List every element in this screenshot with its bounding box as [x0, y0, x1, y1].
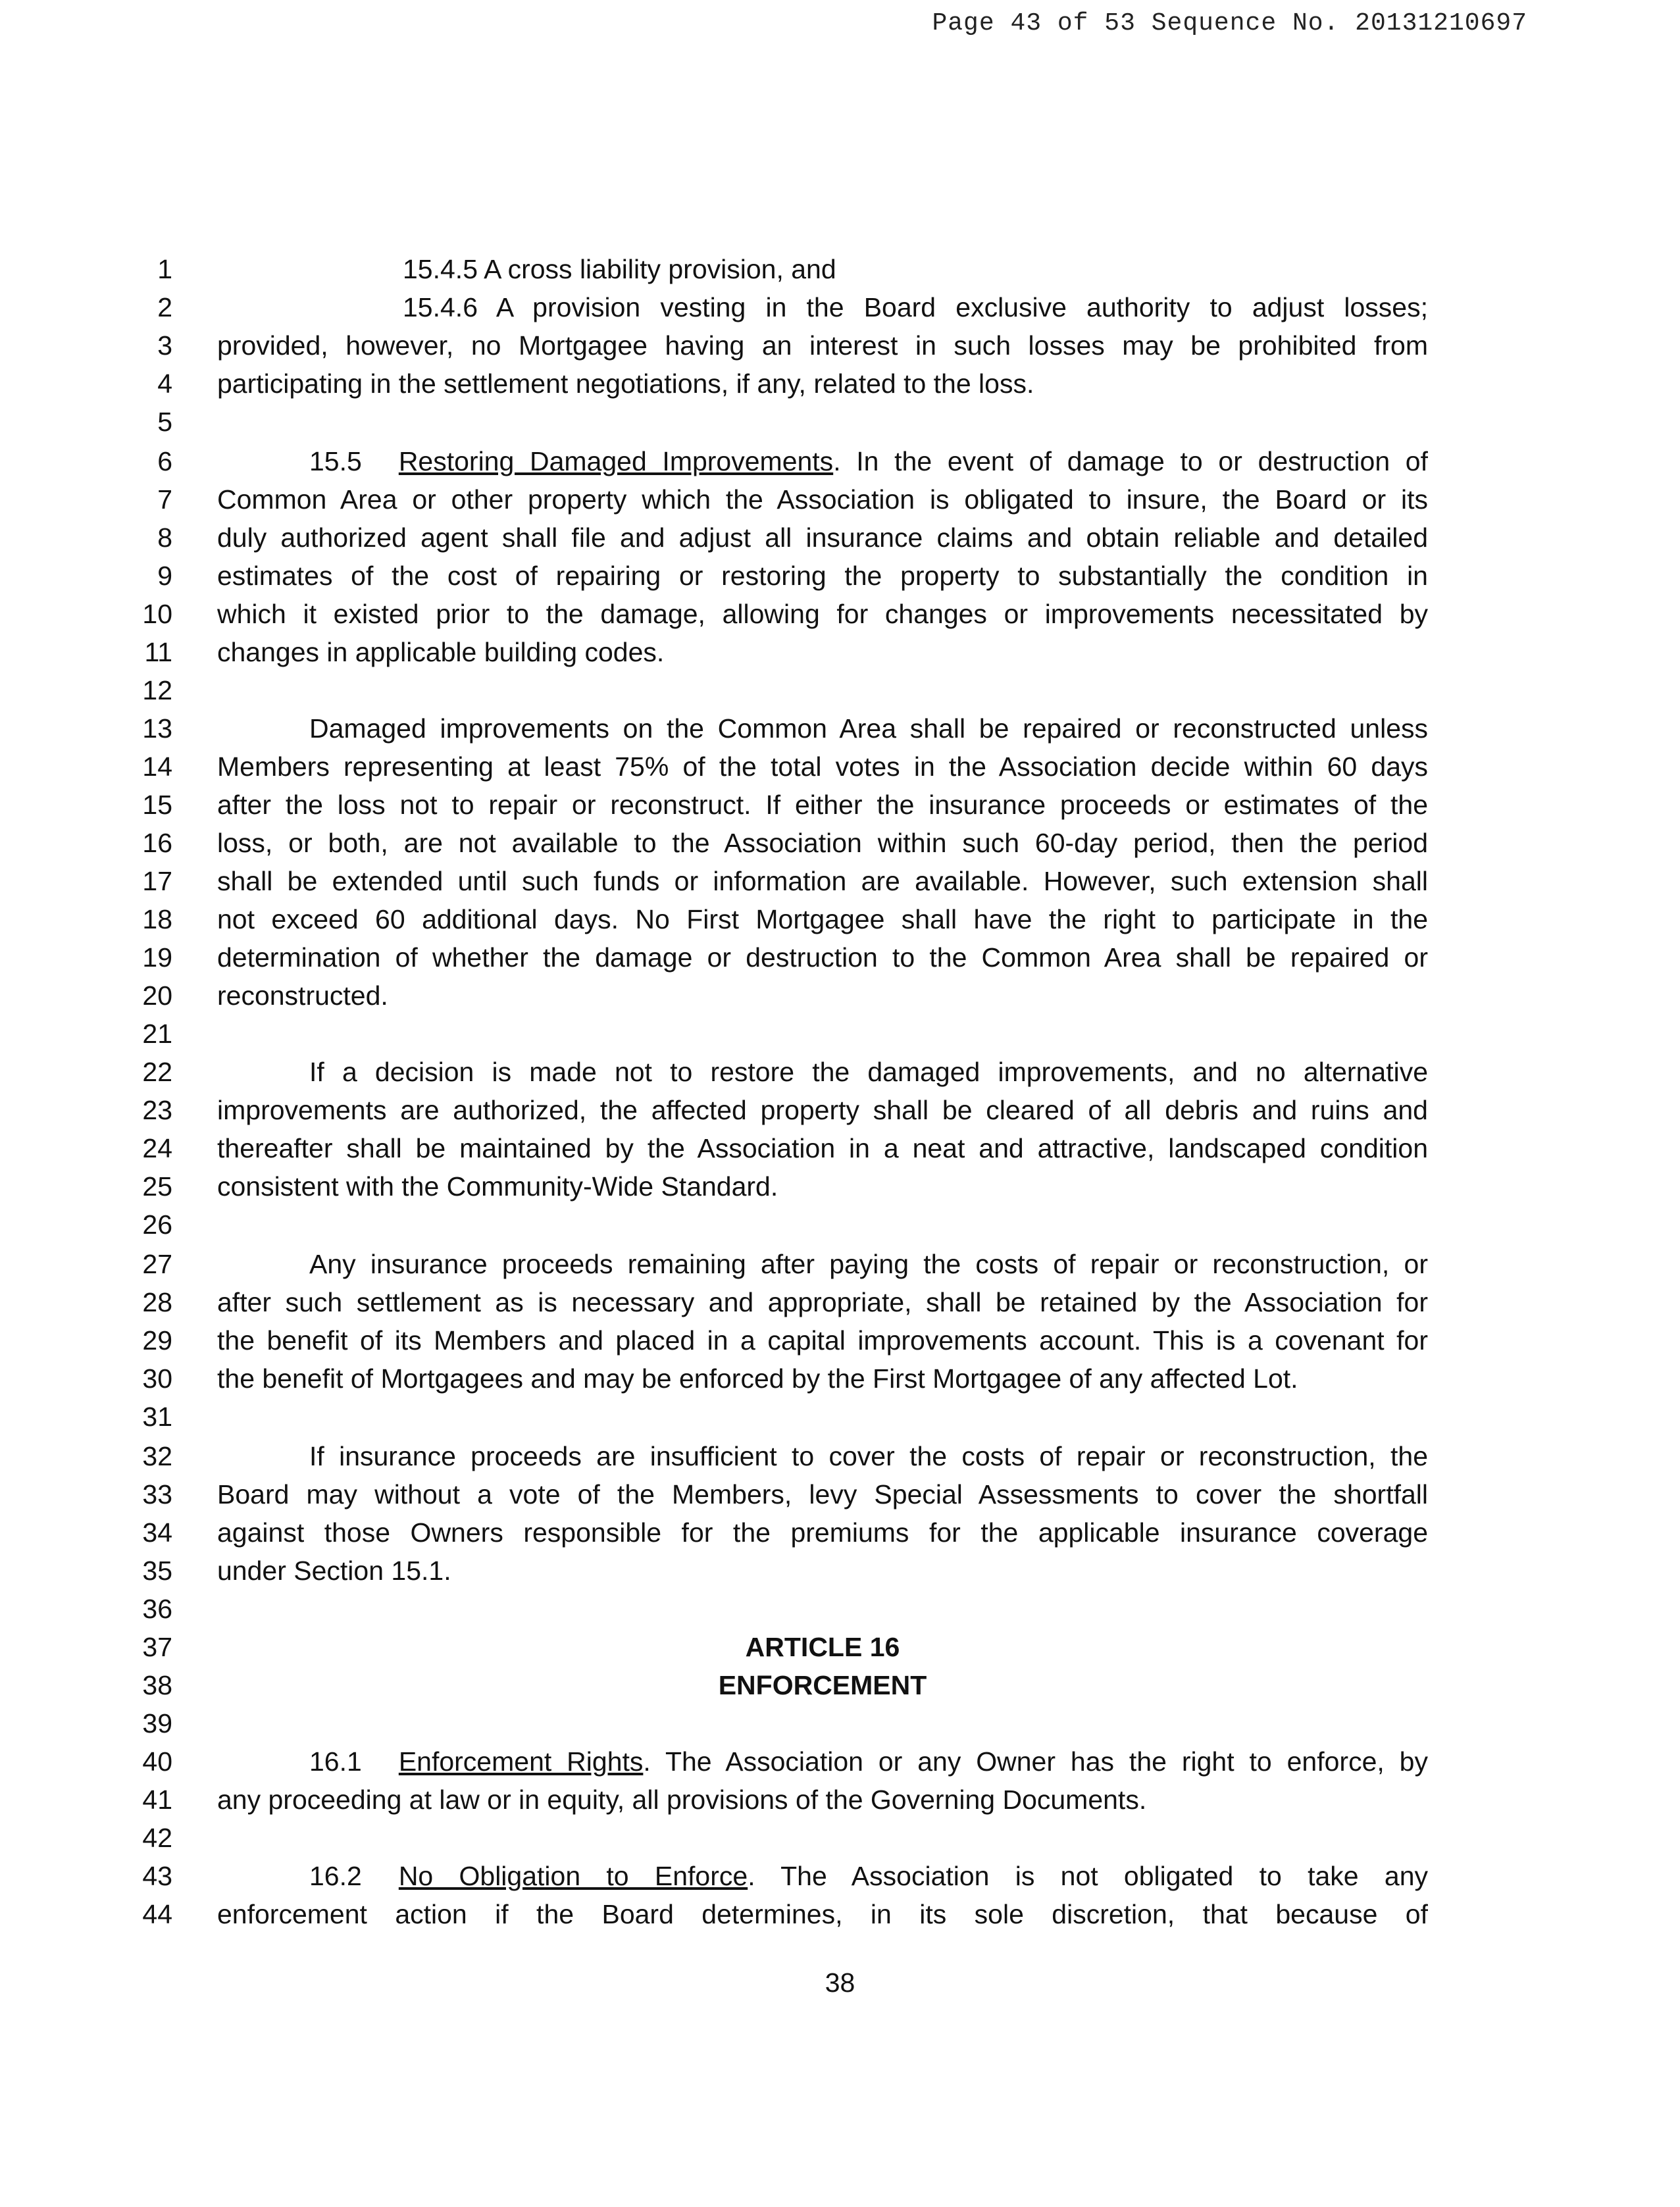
- line-number: 26: [142, 1209, 172, 1240]
- section-number: 16.2: [309, 1861, 362, 1891]
- line-text: provided, however, no Mortgagee having an interest in such losses may be prohibited from: [217, 330, 1428, 361]
- line-number: 10: [142, 599, 172, 629]
- document-line: [0, 1628, 1680, 1666]
- line-number: 9: [157, 561, 172, 591]
- line-text: Any insurance proceeds remaining after paying the costs of repair or reconstruction, or: [309, 1249, 1428, 1279]
- document-line: [0, 900, 1680, 938]
- line-number: 22: [142, 1057, 172, 1087]
- document-line: [0, 1245, 1680, 1283]
- line-text: determination of whether the damage or destruction to the Common Area shall be repaired or: [217, 942, 1428, 973]
- line-text: not exceed 60 additional days. No First Mortgagee shall have the right to participate in the: [217, 904, 1428, 934]
- document-line: [0, 1475, 1680, 1513]
- line-text: Common Area or other property which the Association is obligated to insure, the Board or its: [217, 484, 1428, 515]
- document-line: [0, 633, 1680, 671]
- document-line: [0, 748, 1680, 786]
- line-number: 32: [142, 1441, 172, 1471]
- line-number: 30: [142, 1363, 172, 1394]
- line-text: reconstructed.: [217, 980, 388, 1011]
- line-text: consistent with the Community-Wide Standard.: [217, 1171, 778, 1202]
- line-text: after the loss not to repair or reconstruct. If either the insurance proceeds or estimates of the: [217, 790, 1428, 820]
- line-text: the benefit of Mortgagees and may be enforced by the First Mortgagee of any affected Lot.: [217, 1363, 1298, 1394]
- document-line: [0, 365, 1680, 403]
- line-number: 20: [142, 980, 172, 1011]
- line-number: 41: [142, 1785, 172, 1815]
- line-text: thereafter shall be maintained by the Association in a neat and attractive, landscaped condition: [217, 1133, 1428, 1163]
- line-text: changes in applicable building codes.: [217, 637, 665, 667]
- document-line: [0, 326, 1680, 365]
- line-number: 37: [142, 1632, 172, 1662]
- document-line: [0, 519, 1680, 557]
- document-line: [0, 1857, 1680, 1895]
- document-line: [0, 288, 1680, 326]
- document-line: [0, 1398, 1680, 1436]
- line-text: under Section 15.1.: [217, 1556, 451, 1586]
- section-text: . The Association or any Owner has the right to enforce, by: [643, 1746, 1428, 1777]
- document-line: [0, 442, 1680, 480]
- document-line: [0, 557, 1680, 595]
- line-number: 29: [142, 1325, 172, 1356]
- line-text: duly authorized agent shall file and adjust all insurance claims and obtain reliable and detailed: [217, 522, 1428, 553]
- line-number: 16: [142, 828, 172, 858]
- line-number: 23: [142, 1095, 172, 1125]
- document-line: [0, 1205, 1680, 1244]
- document-line: [0, 1552, 1680, 1590]
- line-number: 40: [142, 1746, 172, 1777]
- document-line: [0, 1321, 1680, 1359]
- section-text: . The Association is not obligated to take any: [748, 1861, 1428, 1891]
- page-header: Page 43 of 53 Sequence No. 20131210697: [932, 9, 1527, 38]
- line-text: any proceeding at law or in equity, all provisions of the Governing Documents.: [217, 1785, 1147, 1815]
- line-number: 25: [142, 1171, 172, 1202]
- document-line: [0, 1359, 1680, 1398]
- document-line: [0, 1437, 1680, 1475]
- document-line: [0, 1666, 1680, 1704]
- line-number: 42: [142, 1823, 172, 1853]
- document-line: [0, 250, 1680, 288]
- line-number: 12: [142, 675, 172, 705]
- line-text: 15.4.6 A provision vesting in the Board exclusive authority to adjust losses;: [403, 292, 1428, 322]
- document-line: [0, 1742, 1680, 1781]
- line-number: 31: [142, 1402, 172, 1432]
- line-number: 43: [142, 1861, 172, 1891]
- line-number: 38: [142, 1670, 172, 1700]
- line-number: 2: [157, 292, 172, 322]
- line-text: If insurance proceeds are insufficient to cover the costs of repair or reconstruction, the: [309, 1441, 1428, 1471]
- line-number: 6: [157, 446, 172, 476]
- line-number: 27: [142, 1249, 172, 1279]
- line-number: 3: [157, 330, 172, 361]
- document-line: [0, 1091, 1680, 1129]
- line-number: 34: [142, 1517, 172, 1548]
- document-line: [0, 1283, 1680, 1321]
- line-number: 13: [142, 713, 172, 744]
- line-text: Members representing at least 75% of the total votes in the Association decide within 60 days: [217, 751, 1428, 782]
- section-number: 16.1: [309, 1746, 362, 1777]
- section-title: Restoring Damaged Improvements: [398, 446, 834, 476]
- line-number: 4: [157, 368, 172, 399]
- line-text: participating in the settlement negotiations, if any, related to the loss.: [217, 368, 1034, 399]
- line-number: 19: [142, 942, 172, 973]
- line-text: If a decision is made not to restore the damaged improvements, and no alternative: [309, 1057, 1428, 1087]
- line-number: 11: [144, 637, 172, 667]
- line-text: against those Owners responsible for the premiums for the applicable insurance coverage: [217, 1517, 1428, 1548]
- article-title: ENFORCEMENT: [718, 1670, 927, 1700]
- line-number: 7: [157, 484, 172, 515]
- document-line: [0, 595, 1680, 633]
- line-number: 33: [142, 1479, 172, 1509]
- line-text: shall be extended until such funds or information are available. However, such extension shall: [217, 866, 1428, 896]
- document-line: [0, 1781, 1680, 1819]
- line-number: 14: [142, 751, 172, 782]
- line-number: 17: [142, 866, 172, 896]
- document-line: [0, 403, 1680, 441]
- document-line: [0, 1053, 1680, 1091]
- document-line: [0, 1819, 1680, 1857]
- document-line: [0, 671, 1680, 709]
- line-text: Board may without a vote of the Members, levy Special Assessments to cover the shortfall: [217, 1479, 1428, 1509]
- line-number: 18: [142, 904, 172, 934]
- line-text: the benefit of its Members and placed in a capital improvements account. This is a covenant for: [217, 1325, 1428, 1356]
- document-line: [0, 1167, 1680, 1205]
- document-line: [0, 480, 1680, 519]
- line-number: 21: [142, 1019, 172, 1049]
- document-line: [0, 1129, 1680, 1167]
- line-number: 15: [142, 790, 172, 820]
- line-number: 28: [142, 1287, 172, 1317]
- document-line: [0, 1895, 1680, 1933]
- section-title: Enforcement Rights: [398, 1746, 644, 1777]
- document-line: [0, 938, 1680, 977]
- line-number: 35: [142, 1556, 172, 1586]
- line-number: 8: [157, 522, 172, 553]
- section-text: . In the event of damage to or destruction of: [833, 446, 1428, 476]
- line-text: after such settlement as is necessary and appropriate, shall be retained by the Association for: [217, 1287, 1428, 1317]
- document-line: [0, 824, 1680, 862]
- line-number: 1: [157, 254, 172, 284]
- line-text: improvements are authorized, the affected property shall be cleared of all debris and ruins and: [217, 1095, 1428, 1125]
- line-text: which it existed prior to the damage, allowing for changes or improvements necessitated by: [217, 599, 1428, 629]
- section-number: 15.5: [309, 446, 362, 476]
- line-text: [309, 1742, 1428, 1781]
- line-text: estimates of the cost of repairing or restoring the property to substantially the condition in: [217, 561, 1428, 591]
- line-number: 39: [142, 1708, 172, 1738]
- line-text: loss, or both, are not available to the Association within such 60-day period, then the period: [217, 828, 1428, 858]
- document-line: [0, 1590, 1680, 1628]
- line-text: Damaged improvements on the Common Area shall be repaired or reconstructed unless: [309, 713, 1428, 744]
- page-number: 38: [825, 1967, 855, 1998]
- document-line: [0, 1015, 1680, 1053]
- document-line: [0, 1704, 1680, 1742]
- document-line: [0, 786, 1680, 824]
- document-line: [0, 977, 1680, 1015]
- line-text: 15.4.5 A cross liability provision, and: [403, 254, 836, 284]
- document-line: [0, 709, 1680, 748]
- line-text: [309, 1857, 1428, 1895]
- document-line: [0, 1513, 1680, 1552]
- line-number: 24: [142, 1133, 172, 1163]
- line-text: enforcement action if the Board determines, in its sole discretion, that because of: [217, 1899, 1428, 1929]
- line-number: 5: [157, 407, 172, 437]
- line-number: 36: [142, 1594, 172, 1624]
- section-title: No Obligation to Enforce: [398, 1861, 748, 1891]
- article-heading: ARTICLE 16: [745, 1632, 900, 1662]
- line-text: [309, 442, 1428, 480]
- document-line: [0, 862, 1680, 900]
- line-number: 44: [142, 1899, 172, 1929]
